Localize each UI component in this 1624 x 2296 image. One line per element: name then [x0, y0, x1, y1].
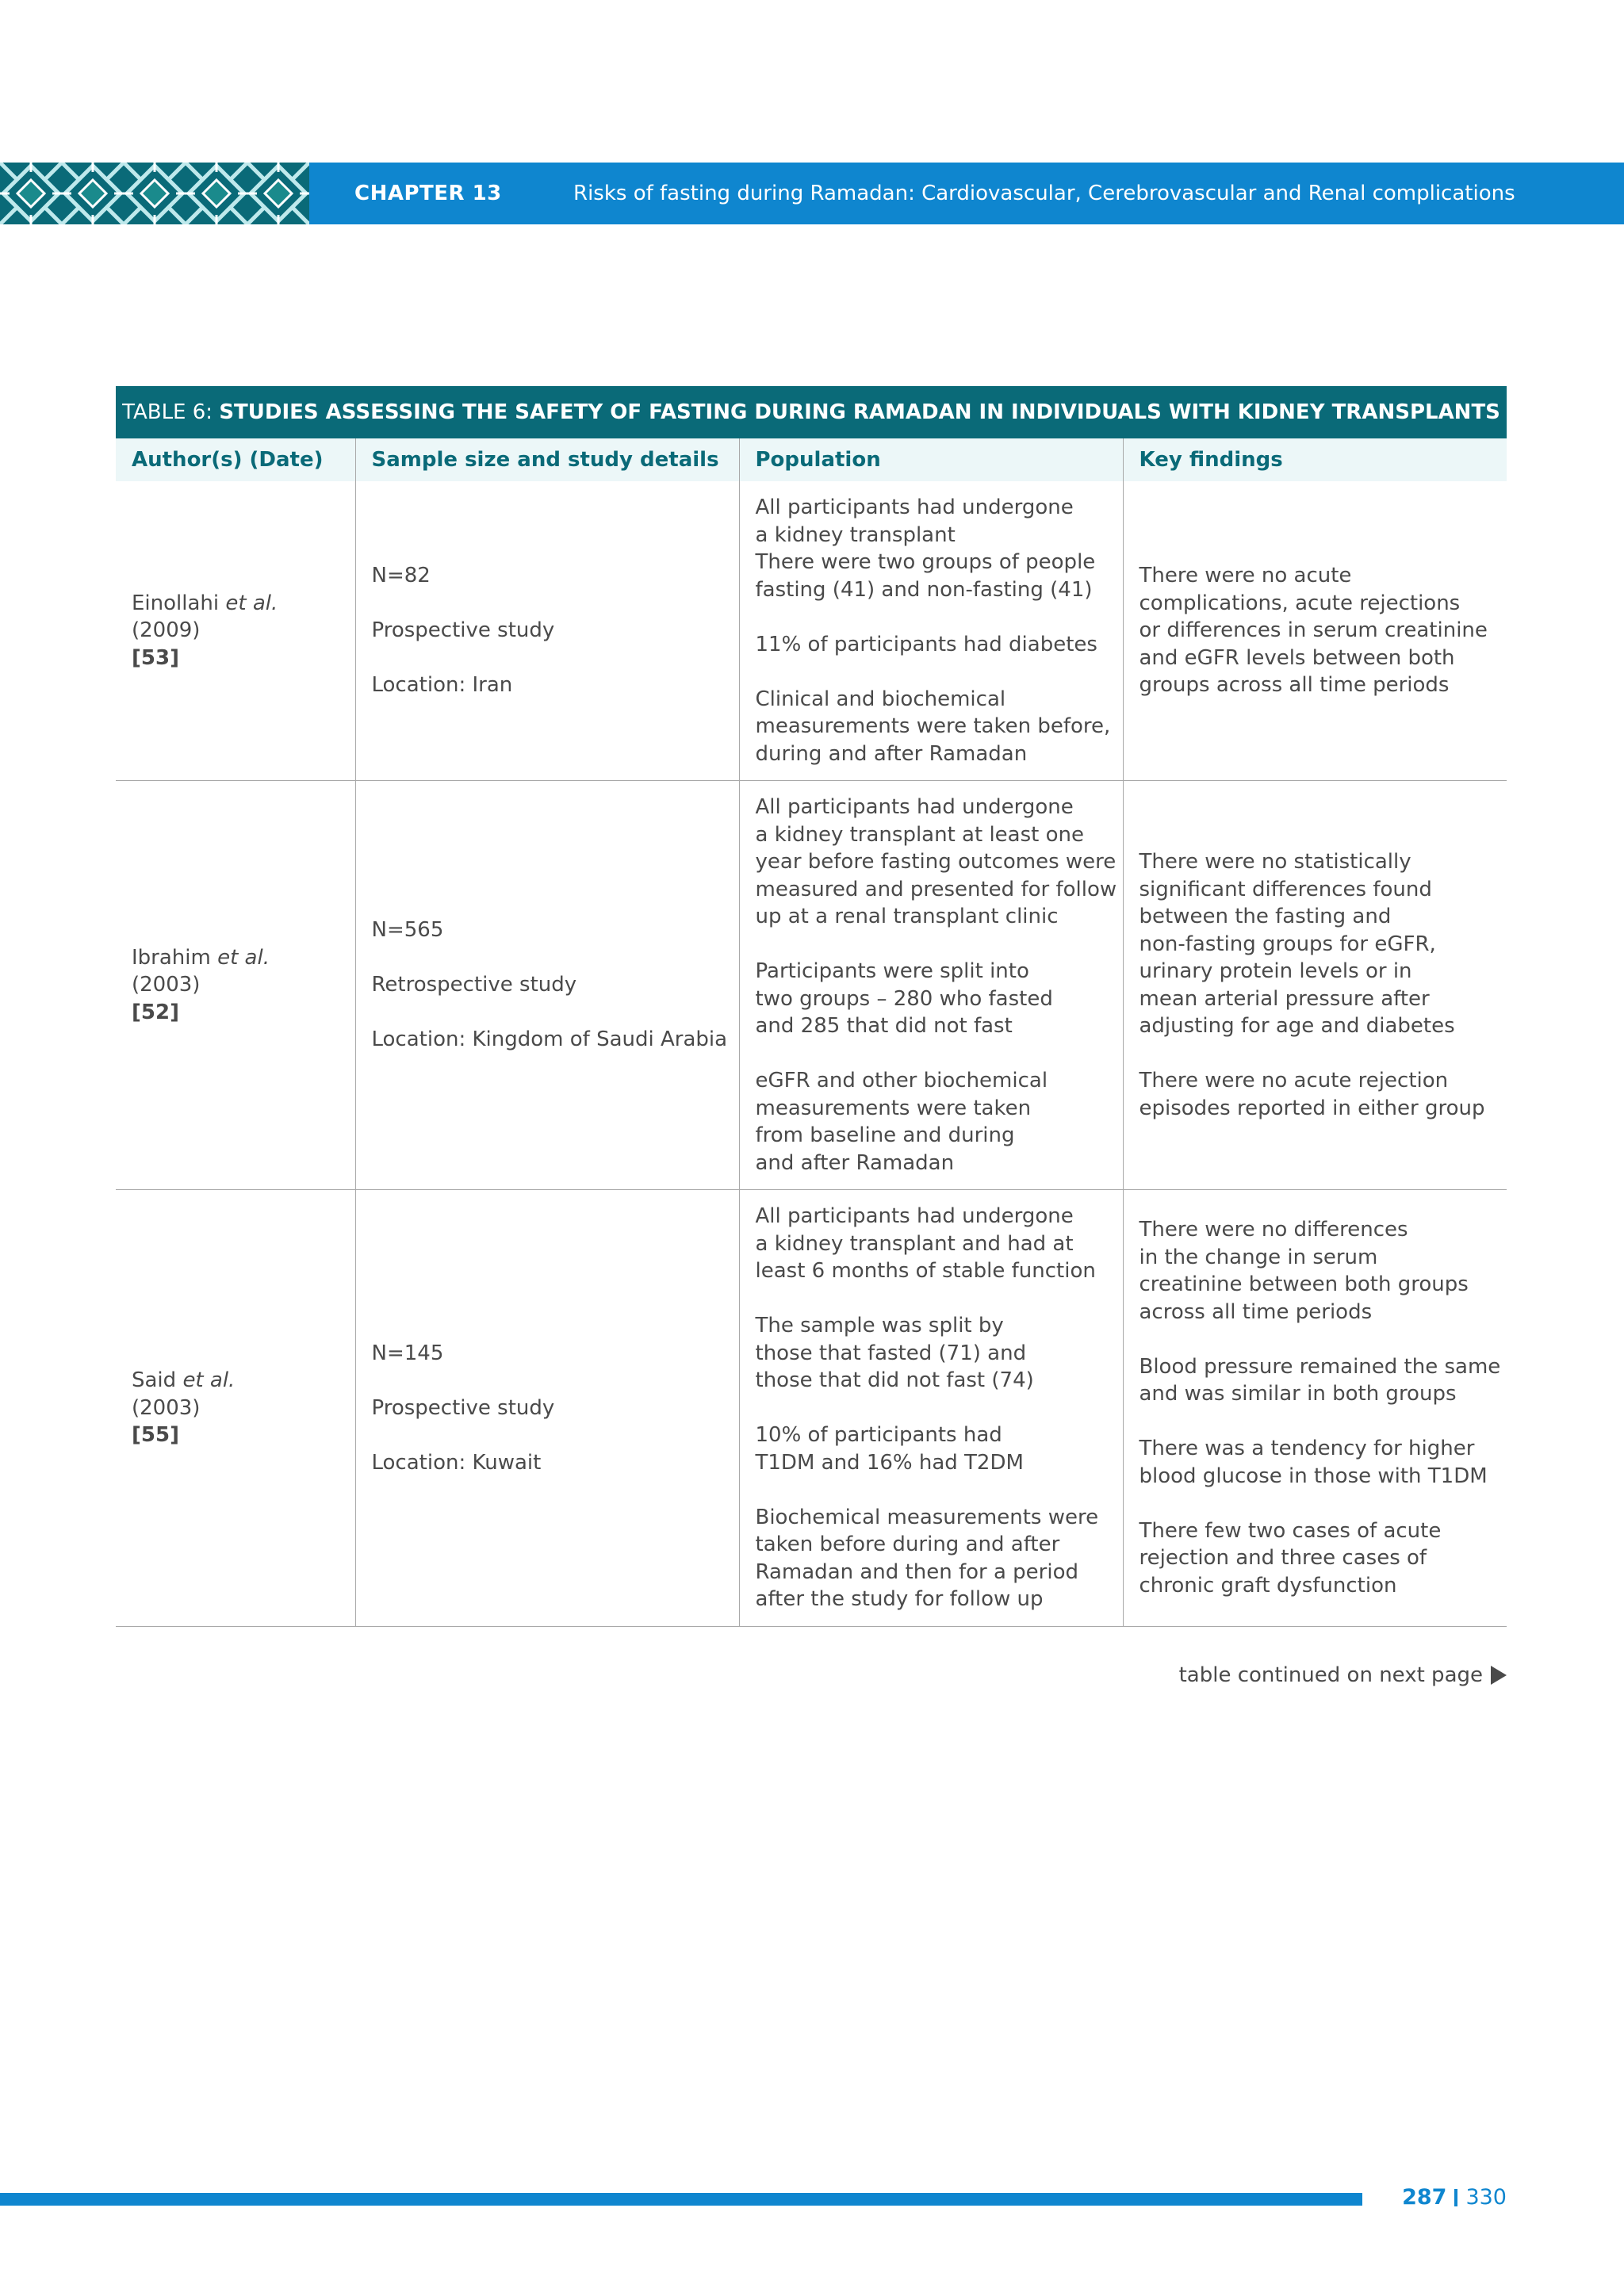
population-cell — [739, 481, 1123, 781]
cell-line: and after Ramadan — [755, 1150, 955, 1175]
author-cell — [116, 1190, 355, 1627]
cell-line: eGFR and other biochemical — [755, 1069, 1048, 1093]
cell-line: after the study for follow up — [755, 1587, 1044, 1611]
et-al: et al. — [182, 1368, 236, 1392]
cell-line: up at a renal transplant clinic — [755, 905, 1059, 928]
page-number — [1402, 2185, 1507, 2210]
table-row — [116, 481, 1507, 781]
author-cell — [116, 781, 355, 1190]
cell-line: during and after Ramadan — [755, 741, 1028, 766]
geometric-pattern-icon — [0, 163, 309, 224]
footer-bar — [0, 2193, 1362, 2206]
chapter-number: CHAPTER 13 — [354, 182, 502, 205]
cell-line: significant differences found — [1139, 877, 1432, 901]
cell-line: and eGFR levels between both — [1139, 645, 1455, 670]
population-cell — [739, 781, 1123, 1190]
author-name — [132, 944, 339, 972]
cell-line: and 285 that did not fast — [755, 1014, 1013, 1038]
cell-line: a kidney transplant at least one — [755, 822, 1084, 847]
continued-text: table continued on next page — [1178, 1663, 1483, 1687]
cell-line — [756, 1285, 1107, 1313]
findings-cell — [1123, 481, 1507, 781]
reference-link[interactable]: [55] — [132, 1423, 179, 1447]
cell-line: non-fasting groups for eGFR, — [1139, 932, 1436, 956]
reference-link[interactable]: [53] — [132, 645, 179, 670]
et-al: et al. — [217, 945, 270, 970]
cell-line: blood glucose in those with T1DM — [1139, 1464, 1488, 1488]
cell-line: There were two groups of people — [755, 550, 1096, 574]
studies-table — [116, 386, 1507, 1627]
cell-line: a kidney transplant and had at — [755, 1231, 1074, 1256]
author-surname: Einollahi — [132, 591, 220, 615]
table-row — [116, 781, 1507, 1190]
author-name — [132, 590, 339, 618]
sample-cell — [355, 1190, 739, 1627]
cell-line: least 6 months of stable function — [755, 1259, 1096, 1283]
cell-line: There were no acute rejection — [1139, 1069, 1449, 1093]
cell-line: Retrospective study — [371, 973, 577, 997]
current-page: 287 — [1402, 2185, 1447, 2210]
cell-line: There were no statistically — [1139, 850, 1411, 874]
cell-line — [756, 1395, 1107, 1422]
cell-line: mean arterial pressure after — [1139, 986, 1430, 1011]
cell-line: There was a tendency for higher — [1139, 1437, 1475, 1461]
author-surname: Said — [132, 1368, 177, 1392]
cell-line: All participants had undergone — [755, 496, 1074, 519]
cell-line: rejection and three cases of — [1139, 1546, 1427, 1571]
column-header: Author(s) (Date) — [116, 438, 355, 481]
cell-line — [372, 944, 723, 972]
cell-line: and was similar in both groups — [1139, 1382, 1457, 1406]
cell-line — [1139, 1326, 1492, 1353]
cell-line: a kidney transplant — [755, 522, 956, 547]
cell-line: Biochemical measurements were — [755, 1505, 1099, 1529]
cell-line: The sample was split by — [755, 1314, 1004, 1337]
population-cell — [739, 1190, 1123, 1627]
chapter-header — [0, 163, 1624, 224]
cell-line: taken before during and after — [755, 1533, 1060, 1556]
cell-line: Location: Kuwait — [371, 1450, 542, 1475]
cell-line: year before fasting outcomes were — [755, 850, 1116, 874]
cell-line: those that did not fast (74) — [755, 1368, 1034, 1392]
table-row — [116, 1190, 1507, 1627]
cell-line: two groups – 280 who fasted — [755, 986, 1053, 1011]
cell-line: or differences in serum creatinine — [1139, 618, 1488, 643]
cell-line: 10% of participants had — [755, 1423, 1002, 1447]
cell-line — [1139, 1040, 1492, 1068]
table-title-text: STUDIES ASSESSING THE SAFETY OF FASTING DURING RAMADAN IN INDIVIDUALS WITH KIDNEY TRANSPLANTS — [219, 400, 1500, 424]
cell-line: chronic graft dysfunction — [1139, 1573, 1397, 1598]
cell-line — [372, 645, 723, 672]
table-title — [116, 386, 1507, 438]
et-al: et al. — [225, 591, 278, 615]
page-separator — [1454, 2189, 1457, 2206]
cell-line: episodes reported in either group — [1139, 1096, 1485, 1120]
cell-line — [756, 658, 1107, 686]
cell-line: N=145 — [371, 1341, 444, 1365]
total-pages: 330 — [1465, 2185, 1507, 2210]
cell-line: There were no acute — [1139, 564, 1352, 588]
cell-line — [756, 931, 1107, 959]
cell-line: complications, acute rejections — [1139, 591, 1461, 615]
sample-cell — [355, 481, 739, 781]
cell-line: All participants had undergone — [755, 1204, 1074, 1228]
cell-line — [756, 603, 1107, 631]
table-label: TABLE 6: — [122, 400, 213, 424]
cell-line: N=82 — [371, 564, 431, 588]
cell-line: measurements were taken — [755, 1096, 1032, 1120]
column-header: Key findings — [1123, 438, 1507, 481]
cell-line — [372, 1367, 723, 1395]
findings-cell — [1123, 781, 1507, 1190]
cell-line — [372, 590, 723, 618]
cell-line: measurements were taken before, — [755, 714, 1111, 738]
column-header: Sample size and study details — [355, 438, 739, 481]
author-name — [132, 1367, 339, 1395]
cell-line: N=565 — [371, 918, 444, 943]
cell-line: Prospective study — [371, 618, 555, 643]
author-cell — [116, 481, 355, 781]
cell-line: Clinical and biochemical — [755, 687, 1006, 711]
cell-line: adjusting for age and diabetes — [1139, 1014, 1455, 1038]
cell-line — [372, 999, 723, 1027]
cell-line — [1139, 1490, 1492, 1517]
cell-line: urinary protein levels or in — [1139, 959, 1412, 983]
cell-line: those that fasted (71) and — [755, 1341, 1027, 1365]
cell-line: measured and presented for follow — [755, 877, 1117, 901]
study-date: (2003) — [132, 973, 201, 997]
cell-line: Blood pressure remained the same — [1139, 1354, 1501, 1379]
data-table — [116, 438, 1507, 1627]
table-header-row — [116, 438, 1507, 481]
cell-line: Location: Iran — [371, 673, 513, 698]
cell-line: from baseline and during — [755, 1123, 1015, 1147]
table-continued-note — [1179, 1663, 1507, 1687]
cell-line: creatinine between both groups — [1139, 1272, 1469, 1297]
cell-line: 11% of participants had diabetes — [755, 632, 1097, 656]
cell-line: in the change in serum — [1139, 1245, 1378, 1269]
arrow-right-icon — [1491, 1666, 1507, 1685]
chapter-title: Risks of fasting during Ramadan: Cardiovascular, Cerebrovascular and Renal complications — [573, 182, 1515, 205]
cell-line: across all time periods — [1139, 1299, 1373, 1324]
reference-link[interactable]: [52] — [132, 1000, 179, 1024]
cell-line: Ramadan and then for a period — [755, 1559, 1078, 1584]
table-body — [116, 481, 1507, 1626]
cell-line: There were no differences — [1139, 1218, 1408, 1242]
cell-line: Prospective study — [371, 1395, 555, 1420]
author-surname: Ibrahim — [132, 945, 211, 970]
cell-line: All participants had undergone — [755, 795, 1074, 819]
cell-line: Location: Kingdom of Saudi Arabia — [371, 1027, 728, 1052]
cell-line: groups across all time periods — [1139, 673, 1450, 698]
cell-line: fasting (41) and non-fasting (41) — [755, 577, 1093, 602]
cell-line — [372, 1422, 723, 1449]
cell-line — [1139, 1408, 1492, 1436]
cell-line: Participants were split into — [755, 959, 1029, 983]
sample-cell — [355, 781, 739, 1190]
column-header: Population — [739, 438, 1123, 481]
cell-line: There few two cases of acute — [1139, 1518, 1442, 1543]
study-date: (2003) — [132, 1395, 201, 1420]
cell-line — [756, 1040, 1107, 1068]
cell-line: T1DM and 16% had T2DM — [755, 1450, 1024, 1475]
cell-line: between the fasting and — [1139, 905, 1392, 928]
cell-line — [756, 1476, 1107, 1504]
study-date: (2009) — [132, 618, 201, 643]
findings-cell — [1123, 1190, 1507, 1627]
